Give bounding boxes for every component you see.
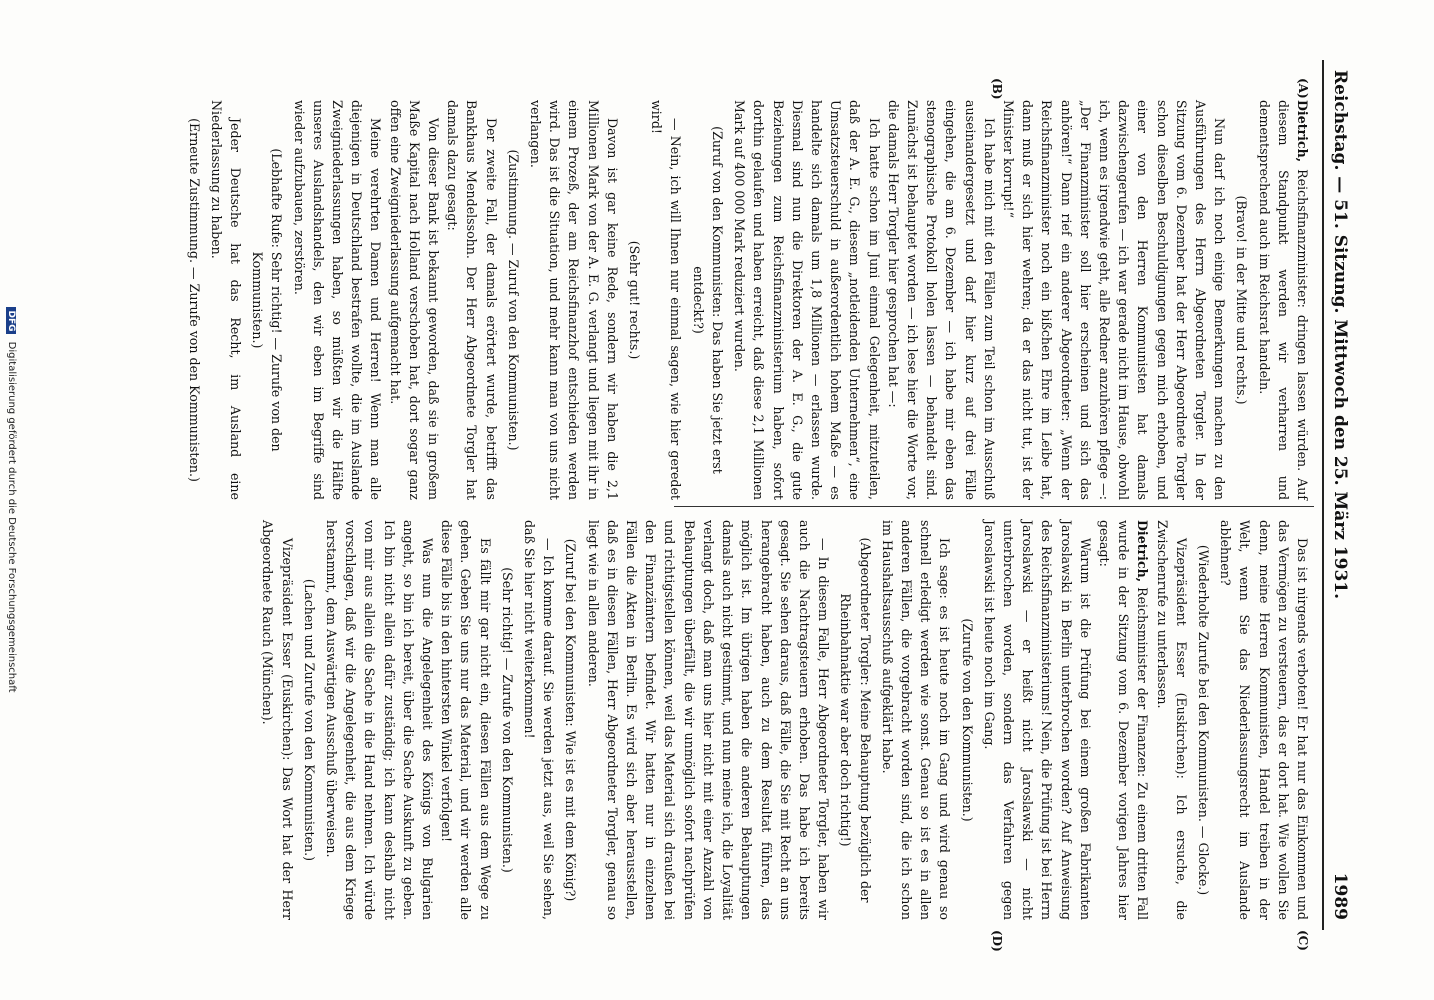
paragraph bbox=[520, 520, 558, 920]
left-text-column bbox=[181, 100, 1312, 500]
interjection: (Abgeordneter Torgler: Meine Behauptung bezüglich der Rheinbahnaktie war aber doch richtig!) bbox=[838, 537, 873, 903]
interjection: (Zuruf bei den Kommunisten: Wie ist es mit dem König?) bbox=[563, 538, 579, 902]
paragraph bbox=[1152, 520, 1190, 920]
header-title: Reichstag. — 51. Sitzung. Mittwoch den 25. März 1931. bbox=[1330, 70, 1350, 600]
paragraph-text: Von dieser Bank ist bekannt geworden, daß sie in großem Maße Kapital nach Holland verschoben hat, dort sogar ganz offen eine Zweigniederlassung aufgemacht hat. bbox=[387, 100, 442, 500]
paragraph bbox=[884, 100, 999, 500]
paragraph-text: Vizepräsident Esser (Euskirchen): Das Wort hat der Herr Abgeordnete Rauch (München). bbox=[260, 520, 295, 920]
paragraph-text: Es fällt mir gar nicht ein, diesen Fällen aus dem Wege zu gehen. Geben Sie uns nur das Material, und wir werden alle diese Fälle bis in den hintersten Winkel verfolgen! bbox=[439, 520, 493, 920]
interjection: (Zurufe von den Kommunisten.) bbox=[959, 618, 975, 822]
column-divider bbox=[674, 506, 1314, 507]
right-text-column bbox=[258, 520, 1312, 920]
margin-mark-c: (C) bbox=[1296, 930, 1310, 951]
paragraph bbox=[289, 100, 385, 500]
paragraph-text: Das ist nirgends verboten! Er hat nur das Einkommen und das Vermögen zu versteuern, das er dort hat. Wie wollen Sie denn, meine Herren Kommunisten, Handel treiben in der Welt, wenn Sie das Niederlassungsrecht im Auslande ablehnen? bbox=[1218, 520, 1310, 920]
paragraph bbox=[980, 520, 1095, 920]
paragraph bbox=[1254, 100, 1312, 500]
paragraph bbox=[207, 100, 245, 500]
footer-text: Digitalisierung gefördert durch die Deutsche Forschungsgemeinschaft bbox=[6, 341, 17, 693]
interjection: (Lebhafte Rufe: Sehr richtig! — Zurufe von den Kommunisten.) bbox=[250, 148, 285, 452]
paragraph-text: Ich hatte schon im Juni einmal Gelegenheit, mitzuteilen, daß der A. E. G., diesem „notleidenden Unternehmen“, eine Umsatzsteuerschuld in außerordentlich hohem Maße — es handelte sich damals um 1,8 Millionen — erlassen wurde. Diesmal sind nun die Direktoren der A. E. G., die gute Beziehungen zum Reichsfinanzministerium haben, sofort dorthin gelaufen und haben erreicht, daß diese 2,1 Millionen Mark auf 400 000 Mark reduziert wurden. bbox=[732, 100, 882, 500]
paragraph bbox=[443, 100, 501, 500]
paragraph-text: Vizepräsident Esser (Euskirchen): Ich ersuche, die Zwischenrufe zu unterlassen. bbox=[1154, 520, 1189, 920]
paragraph bbox=[526, 100, 622, 500]
paragraph-text: Warum ist die Prüfung bei einem großen Fabrikanten Jaroslawski in Berlin unterbrochen worden? Auf Anweisung des Reichsfinanzministeriums! Nein, die Prüfung ist bei Herrn Jaroslawski — er heißt nicht Jaroslawski — nicht unterbrochen worden, sondern das Verfahren gegen Jaroslawski ist heute noch im Gang. bbox=[981, 520, 1093, 920]
interjection: (Lachen und Zurufe von den Kommunisten.) bbox=[301, 578, 317, 862]
paragraph bbox=[385, 100, 443, 500]
paragraph bbox=[999, 100, 1229, 500]
interjection: (Sehr richtig! — Zurufe von den Kommunisten.) bbox=[499, 567, 515, 873]
paragraph-text: Der zweite Fall, der damals erörtert wurde, betrifft das Bankhaus Mendelssohn. Der Herr Abgeordnete Torgler hat damals dazu gesagt: bbox=[445, 100, 499, 500]
speaker-role: Reichsminister der Finanzen: bbox=[1135, 587, 1151, 778]
paragraph bbox=[1216, 520, 1312, 920]
paragraph-text: — Ich komme darauf. Sie werden jetzt aus, weil Sie sehen, daß Sie hier nicht weiterkommen! bbox=[522, 520, 557, 920]
interjection: (Sehr gut! rechts.) bbox=[627, 240, 643, 360]
margin-mark-b: (B) bbox=[990, 78, 1004, 100]
interjection: (Zustimmung. — Zuruf von den Kommunisten.) bbox=[505, 149, 521, 451]
paragraph-text: — In diesem Falle, Herr Abgeordneter Torgler, haben wir auch die Nachtragsteuern erhoben. Das habe ich bereits gesagt. Sie sehen daraus, daß Fälle, die Sie mit Recht an uns herangebracht haben, auch zu dem Resultat führen, das möglich ist. Im übrigen haben die anderen Behauptungen damals auch nicht gestimmt, und nun meine ich, die Loyalität verlangt doch, daß man uns hier nicht mit einer Anzahl von Behauptungen überfällt, die wir unmöglich sofort nachprüfen und richtigstellen können, weil das Material sich draußen bei den Finanzämtern befindet. Wir hatten nur in einzelnen Fällen die Akten in Berlin. Es wird sich aber herausstellen, daß es in diesen Fällen, Herr Abgeordneter Torgler, genau so liegt wie in allen anderen. bbox=[585, 520, 832, 920]
paragraph-text: Davon ist gar keine Rede, sondern wir haben die 2,1 Millionen Mark von der A. E. G. verlangt und liegen mit ihr in einem Prozeß, der am Reichsfinanzhof entschieden werden wird. Das ist die Situation, und mehr kann man von uns nicht verlangen. bbox=[528, 100, 620, 500]
paragraph-text: dringen lassen würden. Auf diesem Standpunkt werden wir verharren und dementsprechend auch im Reichsrat handeln. bbox=[1256, 100, 1310, 500]
paragraph-text: Ich sage: es ist heute noch im Gang und wird genau so schnell erledigt werden wie sonst. Genau so ist es in allen anderen Fällen, die vorgebracht worden sind, die ich schon im Haushaltsausschuß aufgeklärt habe. bbox=[879, 520, 953, 920]
paragraph bbox=[730, 100, 884, 500]
interjection: (Zuruf von den Kommunisten: Das haben Sie jetzt erst entdeckt?) bbox=[690, 126, 725, 474]
page-header bbox=[1322, 60, 1354, 930]
paragraph-text: — Nein, ich will Ihnen nur einmal sagen, wie hier geredet wird! bbox=[649, 100, 684, 500]
speaker-role: Reichsfinanzminister: bbox=[1295, 169, 1310, 308]
paragraph bbox=[258, 520, 296, 920]
interjection: (Erneute Zustimmung. — Zurufe von den Kommunisten.) bbox=[186, 118, 202, 482]
paragraph-text: Meine verehrten Damen und Herren! Wenn man alle diejenigen in Deutschland bestrafen wollte, die im Auslande Zweigniederlassungen haben, so müßten wir die Hälfte unseres Auslandshandels, den wir eben im Begriffe sind wieder aufzubauen, zerstören. bbox=[291, 100, 384, 500]
paragraph bbox=[437, 520, 495, 920]
paragraph bbox=[647, 100, 685, 500]
margin-mark-a: (A) bbox=[1296, 78, 1310, 99]
speaker-name: Dietrich, bbox=[1135, 520, 1151, 583]
paragraph-text: Was nun die Angelegenheit des Königs von Bulgarien angeht, so bin ich bereit, über die Sache Auskunft zu geben. Ich bin nicht allein dafür zuständig; ich kann deshalb nicht von mir aus allein die Sache in die Hand nehmen. Ich würde vorschlagen, daß wir die Angelegenheit, die aus dem Kriege herstammt, dem Auswärtigen Ausschuß überweisen. bbox=[324, 520, 436, 920]
margin-mark-d: (D) bbox=[990, 930, 1004, 952]
interjection: (Bravo! in der Mitte und rechts.) bbox=[1234, 195, 1250, 405]
dfg-logo: DFG bbox=[6, 307, 16, 334]
footer-credit bbox=[6, 0, 17, 1000]
paragraph-text: Jeder Deutsche hat das Recht, im Ausland eine Niederlassung zu haben. bbox=[208, 100, 244, 500]
page-number: 1989 bbox=[1330, 872, 1350, 920]
paragraph-text: Zu einem dritten Fall wurde in der Sitzung vom 6. Dezember vorigen Jahres hier gesagt: bbox=[1096, 520, 1151, 920]
paragraph bbox=[583, 520, 833, 920]
paragraph-text: Nun darf ich noch einige Bemerkungen machen zu den Ausführungen des Herrn Abgeordneten Torgler. In der Sitzung vom 6. Dezember hat der Herr Abgeordnete Torgler schon dieselben Beschuldigungen gegen mich erhoben, und einer von den Herren Kommunisten hat damals dazwischengerufen — ich war gerade nicht im Hause, obwohl ich, wenn es irgendwie geht, alle Redner anzuhören pflege —: „Der Finanzminister soll hier erscheinen und sich das anhören!“ Dann rief ein anderer Abgeordneter: „Wenn der Reichsfinanzminister noch ein bißchen Ehre im Leibe hat, dann muß er sich hier wehren; da er das nicht tut, ist der Minister korrupt!“ bbox=[1000, 100, 1228, 500]
paragraph bbox=[878, 520, 955, 920]
paragraph-text: Ich habe mich mit den Fällen zum Teil schon im Ausschuß auseinandergesetzt und darf hier kurz auf drei Fälle eingehen, die am 6. Dezember — ich habe mir eben das stenographische Protokoll holen lassen — behandelt sind. Zunächst ist behauptet worden — ich lese hier die Worte vor, die damals Herr Torgler hier gesprochen hat —: bbox=[885, 100, 997, 500]
paragraph bbox=[1095, 520, 1153, 920]
speaker-name: Dietrich, bbox=[1295, 100, 1310, 163]
interjection: (Wiederholte Zurufe bei den Kommunisten. — Glocke.) bbox=[1195, 544, 1211, 896]
paragraph bbox=[322, 520, 437, 920]
